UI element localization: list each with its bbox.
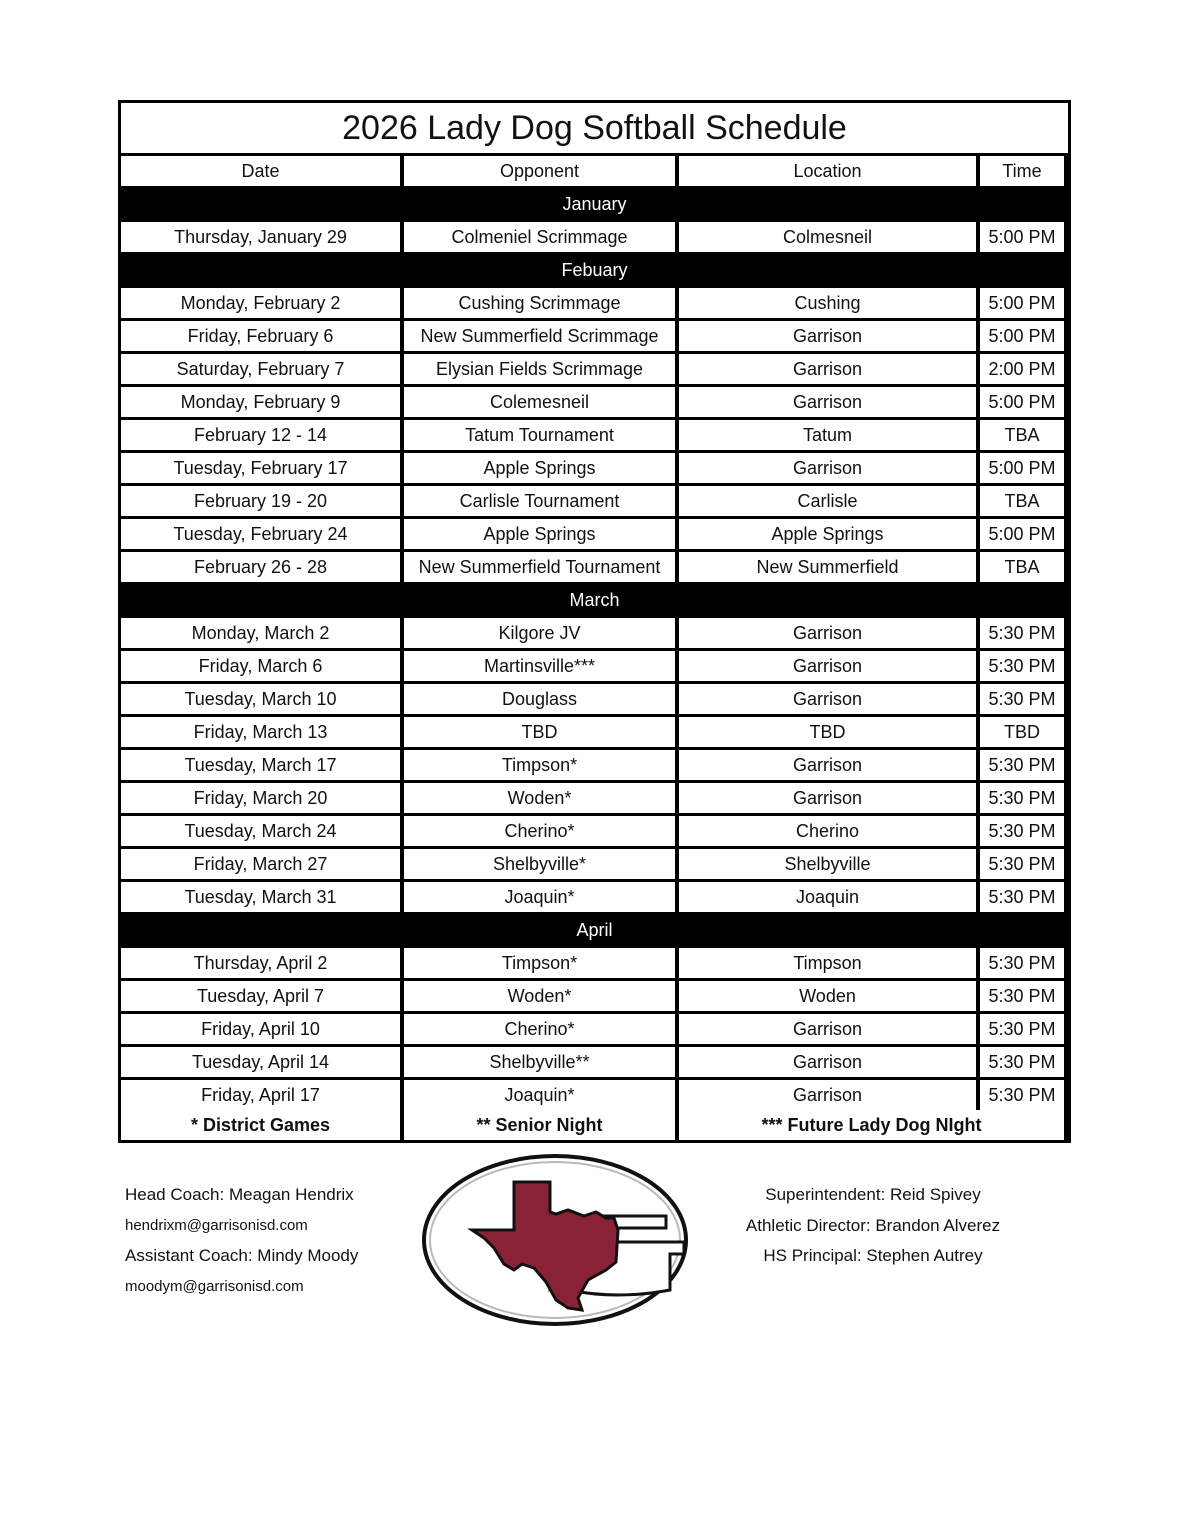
game-opponent: Colemesneil <box>404 387 675 417</box>
game-location: Colmesneil <box>679 222 976 252</box>
legend-senior: ** Senior Night <box>404 1110 675 1140</box>
game-time: 5:30 PM <box>980 981 1064 1011</box>
game-opponent: Shelbyville** <box>404 1047 675 1077</box>
game-row <box>121 882 1068 912</box>
game-row <box>121 486 1068 516</box>
month-header: January <box>121 189 1068 219</box>
game-row <box>121 222 1068 252</box>
game-row <box>121 1047 1068 1077</box>
game-location: Garrison <box>679 1047 976 1077</box>
superintendent: Superintendent: Reid Spivey <box>765 1185 981 1204</box>
game-opponent: Apple Springs <box>404 519 675 549</box>
game-date: Friday, March 13 <box>121 717 400 747</box>
game-location: Shelbyville <box>679 849 976 879</box>
game-time: 5:30 PM <box>980 1014 1064 1044</box>
athletic-director: Athletic Director: Brandon Alverez <box>745 1215 1001 1235</box>
game-row <box>121 354 1068 384</box>
game-date: Monday, March 2 <box>121 618 400 648</box>
game-date: February 19 - 20 <box>121 486 400 516</box>
game-time: 5:00 PM <box>980 288 1064 318</box>
game-opponent: Cherino* <box>404 816 675 846</box>
game-time: 2:00 PM <box>980 354 1064 384</box>
game-date: Thursday, April 2 <box>121 948 400 978</box>
game-location: Apple Springs <box>679 519 976 549</box>
game-row <box>121 948 1068 978</box>
game-row <box>121 618 1068 648</box>
game-opponent: Woden* <box>404 981 675 1011</box>
game-date: Friday, March 20 <box>121 783 400 813</box>
game-location: TBD <box>679 717 976 747</box>
game-time: 5:30 PM <box>980 651 1064 681</box>
game-time: 5:00 PM <box>980 222 1064 252</box>
game-location: Garrison <box>679 651 976 681</box>
game-date: Tuesday, March 10 <box>121 684 400 714</box>
legend-district: * District Games <box>121 1110 400 1140</box>
game-date: Tuesday, April 14 <box>121 1047 400 1077</box>
game-opponent: Carlisle Tournament <box>404 486 675 516</box>
game-time: 5:00 PM <box>980 519 1064 549</box>
header-location: Location <box>679 156 976 186</box>
game-time: TBA <box>980 420 1064 450</box>
header-date: Date <box>121 156 400 186</box>
game-location: Garrison <box>679 321 976 351</box>
game-row <box>121 453 1068 483</box>
game-date: Tuesday, March 17 <box>121 750 400 780</box>
game-row <box>121 288 1068 318</box>
game-location: Cherino <box>679 816 976 846</box>
game-opponent: New Summerfield Tournament <box>404 552 675 582</box>
game-time: 5:30 PM <box>980 684 1064 714</box>
game-opponent: Tatum Tournament <box>404 420 675 450</box>
header-opponent: Opponent <box>404 156 675 186</box>
game-time: 5:30 PM <box>980 882 1064 912</box>
game-opponent: Cherino* <box>404 1014 675 1044</box>
game-time: 5:00 PM <box>980 387 1064 417</box>
game-date: Tuesday, February 24 <box>121 519 400 549</box>
legend-row <box>121 1110 1068 1140</box>
month-header: March <box>121 585 1068 615</box>
game-row <box>121 684 1068 714</box>
game-row <box>121 816 1068 846</box>
game-location: Garrison <box>679 750 976 780</box>
game-date: Monday, February 2 <box>121 288 400 318</box>
coach-contacts <box>125 1180 358 1302</box>
game-time: 5:30 PM <box>980 783 1064 813</box>
game-date: Tuesday, March 24 <box>121 816 400 846</box>
game-location: Woden <box>679 981 976 1011</box>
game-location: Cushing <box>679 288 976 318</box>
game-date: Friday, March 27 <box>121 849 400 879</box>
game-location: Tatum <box>679 420 976 450</box>
game-location: Garrison <box>679 1014 976 1044</box>
header-row <box>121 156 1068 186</box>
game-opponent: Woden* <box>404 783 675 813</box>
texas-g-logo-icon <box>418 1150 692 1330</box>
month-header: Febuary <box>121 255 1068 285</box>
head-coach-email[interactable]: hendrixm@garrisonisd.com <box>125 1216 308 1234</box>
game-date: February 12 - 14 <box>121 420 400 450</box>
game-location: New Summerfield <box>679 552 976 582</box>
game-location: Garrison <box>679 387 976 417</box>
game-row <box>121 717 1068 747</box>
game-opponent: Timpson* <box>404 948 675 978</box>
game-row <box>121 387 1068 417</box>
game-location: Timpson <box>679 948 976 978</box>
game-row <box>121 750 1068 780</box>
assistant-coach-email[interactable]: moodym@garrisonisd.com <box>125 1277 304 1295</box>
game-opponent: Joaquin* <box>404 882 675 912</box>
game-date: Friday, March 6 <box>121 651 400 681</box>
game-time: TBA <box>980 486 1064 516</box>
game-time: 5:30 PM <box>980 1080 1064 1110</box>
game-location: Garrison <box>679 618 976 648</box>
game-opponent: Douglass <box>404 684 675 714</box>
game-row <box>121 783 1068 813</box>
game-row <box>121 1014 1068 1044</box>
game-time: 5:30 PM <box>980 618 1064 648</box>
game-date: Friday, February 6 <box>121 321 400 351</box>
month-header: April <box>121 915 1068 945</box>
game-date: Tuesday, March 31 <box>121 882 400 912</box>
game-row <box>121 1080 1068 1110</box>
game-location: Garrison <box>679 1080 976 1110</box>
game-time: 5:00 PM <box>980 453 1064 483</box>
game-location: Joaquin <box>679 882 976 912</box>
game-time: 5:30 PM <box>980 1047 1064 1077</box>
game-row <box>121 519 1068 549</box>
head-coach: Head Coach: Meagan Hendrix <box>125 1185 354 1204</box>
game-time: 5:00 PM <box>980 321 1064 351</box>
game-time: 5:30 PM <box>980 750 1064 780</box>
game-opponent: Cushing Scrimmage <box>404 288 675 318</box>
game-time: 5:30 PM <box>980 948 1064 978</box>
game-opponent: Timpson* <box>404 750 675 780</box>
legend-future: *** Future Lady Dog NIght <box>679 1110 1064 1140</box>
game-date: Tuesday, February 17 <box>121 453 400 483</box>
game-opponent: Apple Springs <box>404 453 675 483</box>
game-opponent: Elysian Fields Scrimmage <box>404 354 675 384</box>
game-date: Tuesday, April 7 <box>121 981 400 1011</box>
game-opponent: Shelbyville* <box>404 849 675 879</box>
game-opponent: TBD <box>404 717 675 747</box>
game-opponent: Colmeniel Scrimmage <box>404 222 675 252</box>
game-opponent: Martinsville*** <box>404 651 675 681</box>
hs-principal: HS Principal: Stephen Autrey <box>763 1246 983 1265</box>
game-location: Garrison <box>679 684 976 714</box>
game-row <box>121 321 1068 351</box>
game-row <box>121 849 1068 879</box>
game-time: 5:30 PM <box>980 849 1064 879</box>
schedule-title: 2026 Lady Dog Softball Schedule <box>121 103 1068 153</box>
game-date: Friday, April 10 <box>121 1014 400 1044</box>
game-row <box>121 420 1068 450</box>
game-row <box>121 981 1068 1011</box>
game-location: Garrison <box>679 453 976 483</box>
game-row <box>121 651 1068 681</box>
header-time: Time <box>980 156 1064 186</box>
game-date: Friday, April 17 <box>121 1080 400 1110</box>
game-time: TBA <box>980 552 1064 582</box>
game-time: TBD <box>980 717 1064 747</box>
schedule-table <box>118 100 1071 1143</box>
assistant-coach: Assistant Coach: Mindy Moody <box>125 1246 359 1265</box>
game-date: February 26 - 28 <box>121 552 400 582</box>
game-location: Garrison <box>679 783 976 813</box>
admin-contacts <box>700 1180 1046 1272</box>
game-row <box>121 552 1068 582</box>
game-opponent: Kilgore JV <box>404 618 675 648</box>
game-date: Thursday, January 29 <box>121 222 400 252</box>
game-location: Carlisle <box>679 486 976 516</box>
game-date: Saturday, February 7 <box>121 354 400 384</box>
game-location: Garrison <box>679 354 976 384</box>
game-time: 5:30 PM <box>980 816 1064 846</box>
game-opponent: New Summerfield Scrimmage <box>404 321 675 351</box>
game-date: Monday, February 9 <box>121 387 400 417</box>
game-opponent: Joaquin* <box>404 1080 675 1110</box>
